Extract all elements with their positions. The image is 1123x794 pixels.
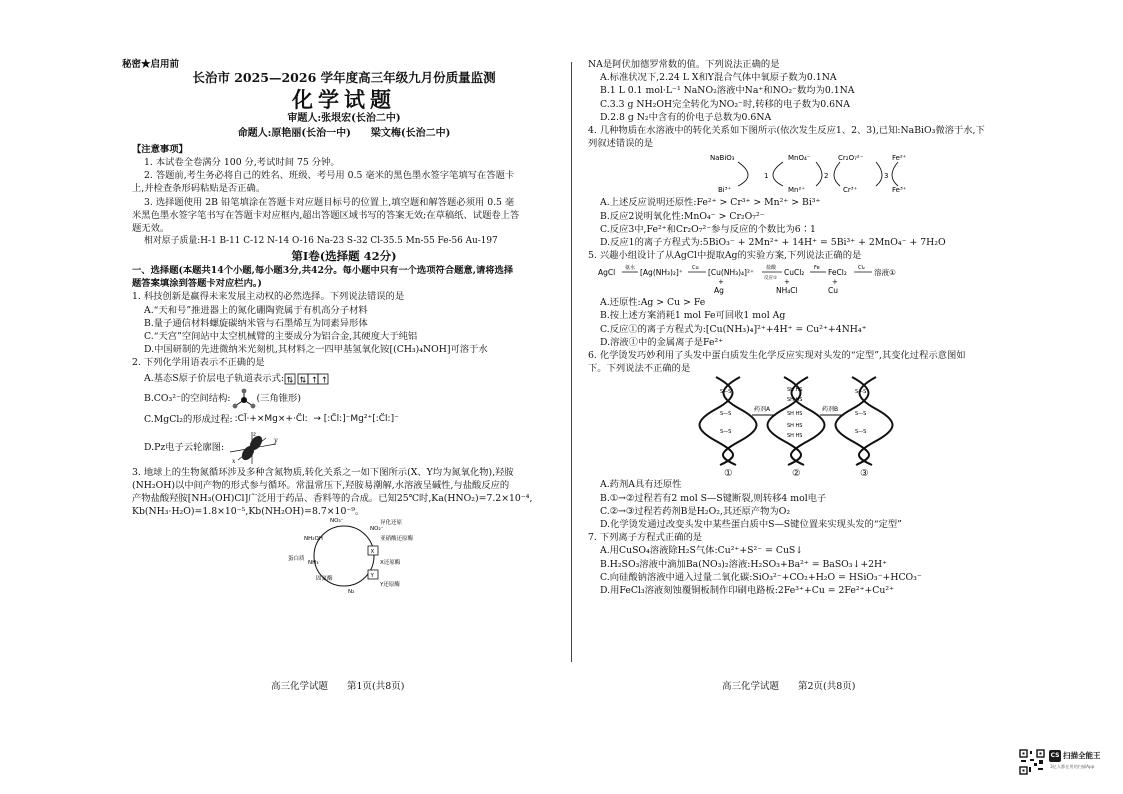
flow-fecl2: FeCl₂ — [828, 268, 847, 278]
q1-stem: 1. 科技创新是赢得未来发展主动权的必然选择。下列说法错误的是 — [132, 291, 405, 303]
notice-line: 2. 答题前,考生务必将自己的姓名、班级、考号用 0.5 毫米的黑色墨水签字笔填写在答题卡 — [144, 170, 515, 182]
q7-option-b: B.H₂SO₃溶液中滴加Ba(NO₃)₂溶液:H₂SO₃+Ba²⁺ = BaSO₃↓+2H⁺ — [600, 558, 888, 570]
q2-option-c-text: C.MgCl₂的形成过程: — [144, 413, 233, 425]
label-mn2: Mn²⁺ — [788, 186, 805, 195]
label-no3: NO₃⁻ — [330, 518, 344, 525]
atomic-mass-line: 相对原子质量:H-1 B-11 C-12 N-14 O-16 Na-23 S-32 Cl-35.5 Mn-55 Fe-56 Au-197 — [144, 236, 498, 247]
label-assim: 异化还原 — [380, 520, 403, 527]
q3-option-a: A.标准状况下,2.24 L X和Y混合气体中氧原子数为0.1NA — [600, 72, 837, 84]
label-x: X — [370, 549, 375, 556]
q6-figure-labels — [588, 467, 1012, 478]
q2-option-a-text: A.基态S原子价层电子轨道表示式: — [144, 372, 285, 384]
q6-stem: 下。下列说法不正确的是 — [588, 363, 691, 375]
label-n2: N₂ — [348, 589, 355, 596]
svg-text:↑: ↑ — [321, 375, 328, 385]
q1-option-a: A.“天和号”推进器上的氮化硼陶瓷属于有机高分子材料 — [144, 304, 368, 316]
redox-cycle-diagram — [588, 150, 1012, 196]
label-step1: 1 — [764, 172, 769, 181]
silver-recovery-flowchart — [588, 262, 1012, 296]
label-x-reductase: X还原酶 — [380, 560, 401, 567]
q3-continued: NA是阿伏加德罗常数的值。下列说法正确的是 — [588, 59, 780, 70]
q7-option-a: A.用CuSO₄溶液除H₂S气体:Cu²⁺+S²⁻ = CuS↓ — [600, 545, 804, 557]
hair-protein-diagram — [588, 375, 1012, 467]
q4-option-b: B.反应2说明氧化性:MnO₄⁻ > Cr₂O₇²⁻ — [600, 210, 765, 222]
svg-text:z: z — [253, 430, 257, 438]
notice-heading: 【注意事项】 — [132, 143, 188, 155]
author-line: 命题人:原艳丽(长治一中) 梁文梅(长治二中) — [237, 127, 451, 139]
column-divider — [571, 62, 572, 662]
label-mno4: MnO₄⁻ — [788, 154, 811, 163]
q2-option-a — [132, 370, 556, 388]
helix-2-icon — [768, 377, 825, 465]
camscanner-logo-icon: CS — [1049, 750, 1061, 762]
svg-text:⇅: ⇅ — [286, 375, 294, 385]
label-nh3: NH₃ — [308, 560, 319, 567]
label-y-reductase: Y还原酶 — [380, 582, 400, 589]
flow-cu-product: Cu — [828, 286, 838, 296]
label-agent-b: 药剂B — [822, 406, 839, 414]
mgcl2-formation-formula: :Cl̈·+×Mg×+·C̈l: → [:C̈l:]⁻Mg²⁺[:C̈l:]⁻ — [234, 414, 399, 425]
q1-option-b: B.量子通信材料螺旋碳纳米管与石墨烯互为同素异形体 — [144, 317, 368, 329]
q6-stem: 6. 化学烫发巧妙利用了头发中蛋白质发生化学反应实现对头发的“定型”,其变化过程示意图如 — [588, 350, 966, 361]
scanner-app-name: 扫描全能王 — [1063, 751, 1101, 760]
svg-text:x: x — [232, 457, 236, 465]
notice-line: 上,并检查条形码粘贴是否正确。 — [132, 183, 266, 195]
q3-line: 3. 地球上的生物氮循环涉及多种含氮物质,转化关系之一如下图所示(X、Y均为氮氧化物),羟胺 — [132, 466, 514, 478]
label-nh2oh: NH₂OH — [304, 536, 323, 543]
helix-1-icon — [700, 377, 757, 465]
q4-option-a: A.上述反应说明还原性:Fe²⁺ > Cr³⁺ > Mn²⁺ > Bi³⁺ — [600, 197, 821, 209]
scanner-watermark — [1019, 748, 1103, 776]
svg-text:+: + — [832, 278, 838, 287]
label-cr3: Cr³⁺ — [843, 186, 858, 195]
footer-page-1: 高三化学试题 第1页(共8页) — [271, 681, 405, 692]
q1-option-c: C.“天宫”空间站中太空机械臂的主要成分为铝合金,其硬度大于纯铝 — [144, 331, 418, 343]
qr-code-icon — [1019, 749, 1045, 775]
svg-text:+: + — [784, 278, 790, 287]
flow-cu: Cu — [692, 265, 699, 272]
notice-line: 3. 选择题使用 2B 铅笔填涂在答题卡对应题目标号的位置上,填空题和解答题必须用 0.5 毫 — [144, 196, 515, 208]
q4-option-d: D.反应1的离子方程式为:5BiO₃⁻ + 2Mn²⁺ + 14H⁺ = 5Bi³⁺ + 2MnO₄⁻ + 7H₂O — [600, 236, 946, 248]
footer-page-2: 高三化学试题 第2页(共8页) — [722, 681, 856, 692]
flow-fe: Fe — [814, 265, 820, 272]
flow-nh4cl: NH₄Cl — [776, 286, 798, 296]
q3-line: Kb(NH₃·H₂O)=1.8×10⁻⁵,Kb(NH₂OH)=8.7×10⁻⁹。 — [132, 506, 365, 518]
q2-option-b — [132, 388, 556, 410]
label-step2: 2 — [824, 172, 829, 181]
nitrogen-cycle-diagram — [132, 518, 556, 598]
label-nitrite-reductase: 亚硝酸还原酶 — [380, 536, 414, 543]
q3-option-b: B.1 L 0.1 mol·L⁻¹ NaNO₂溶液中Na⁺和NO₂⁻数均为0.1NA — [600, 85, 855, 97]
q6-option-d: D.化学烫发通过改变头发中某些蛋白质中S—S键位置来实现头发的“定型” — [600, 518, 902, 530]
label-bi3: Bi³⁺ — [718, 186, 732, 195]
svg-text:S—S: S—S — [855, 429, 867, 436]
svg-text:S—S: S—S — [720, 429, 732, 436]
q6-option-a: A.药剂A具有还原性 — [600, 479, 682, 491]
svg-text:+: + — [718, 278, 724, 287]
svg-text:SH HS: SH HS — [787, 397, 803, 404]
q3-option-d: D.2.8 g N₂中含有的价电子总数为0.6NA — [600, 111, 772, 123]
q1-option-d: D.中国研制的先进微纳米光刻机,其材料之一四甲基氢氧化铵[(CH₃)₄NOH]可溶于水 — [144, 344, 488, 356]
label-no2: NO₂⁻ — [370, 526, 384, 533]
section-title: 第Ⅰ卷(选择题 42分) — [291, 248, 397, 263]
svg-text:⇅: ⇅ — [299, 375, 307, 385]
label-fe3: Fe³⁺ — [892, 186, 907, 195]
q5-option-d: D.溶液①中的金属离子是Fe²⁺ — [600, 336, 724, 348]
q7-option-d: D.用FeCl₃溶液刻蚀覆铜板制作印刷电路板:2Fe³⁺+Cu = 2Fe²⁺+Cu²⁺ — [600, 584, 895, 596]
q2-option-b-note: (三角锥形) — [256, 392, 301, 404]
svg-text:SH HS: SH HS — [787, 411, 803, 418]
svg-text:S—S: S—S — [720, 411, 732, 418]
q2-option-d-text: D.Pz电子云轮廓图: — [144, 441, 225, 453]
notice-line: 1. 本试卷全卷满分 100 分,考试时间 75 分钟。 — [144, 156, 340, 168]
flow-agcl: AgCl — [598, 268, 616, 278]
q5-stem: 5. 兴趣小组设计了从AgCl中提取Ag的实验方案,下列说法正确的是 — [588, 250, 862, 262]
q7-stem: 7. 下列离子方程式正确的是 — [588, 532, 703, 544]
left-page — [122, 58, 556, 658]
svg-text:S—S: S—S — [855, 389, 867, 396]
q2-option-c — [132, 410, 556, 430]
label-agent-a: 药剂A — [754, 406, 771, 414]
svg-text:↑: ↑ — [311, 375, 318, 385]
figure-label-2: ② — [792, 468, 801, 480]
label-step3: 3 — [884, 172, 889, 181]
q4-stem: 4. 几种物质在水溶液中的转化关系如下图所示(依次发生反应1、2、3),已知:NaBiO₃微溶于水,下 — [588, 124, 985, 136]
q2-option-b-text: B.CO₃²⁻的空间结构: — [144, 392, 231, 404]
svg-text:SH HS: SH HS — [787, 423, 803, 430]
notice-line: 题无效。 — [132, 222, 170, 234]
svg-text:SH HS: SH HS — [787, 433, 803, 440]
section-desc: 题答案填涂到答题卡对应栏内。) — [132, 278, 262, 290]
notice-line: 米黑色墨水签字笔书写在答题卡对应框内,超出答题区域书写的答案无效;在草稿纸、试题卷上答 — [132, 209, 520, 221]
reviewer-line: 审题人:张垠宏(长治二中) — [287, 113, 401, 125]
orbital-diagram-icon — [284, 373, 332, 385]
label-nabio3: NaBiO₃ — [710, 154, 735, 163]
q2-option-d — [132, 430, 556, 466]
figure-label-1: ① — [724, 468, 733, 480]
flow-reaction1: 反应① — [764, 276, 778, 282]
svg-text:S—S: S—S — [855, 411, 867, 418]
flow-solution1: 溶液① — [874, 268, 896, 278]
flow-cucl2: CuCl₂ — [784, 268, 805, 278]
label-protein: 蛋白质 — [288, 556, 305, 563]
q6-option-c: C.②→③过程若药剂B是H₂O₂,其还原产物为O₂ — [600, 505, 791, 517]
flow-cu-complex: [Cu(NH₃)₄]²⁺ — [708, 268, 754, 278]
q3-line: (NH₂OH)以中间产物的形式参与循环。常温常压下,羟胺易潮解,水溶液呈碱性,与盐酸反应的 — [132, 479, 510, 491]
q3-option-c: C.3.3 g NH₂OH完全转化为NO₂⁻时,转移的电子数为0.6NA — [600, 98, 850, 110]
flow-ag-complex: [Ag(NH₃)₂]⁺ — [640, 268, 683, 278]
pz-orbital-icon — [224, 430, 280, 466]
q2-stem: 2. 下列化学用语表示不正确的是 — [132, 357, 265, 369]
figure-label-3: ③ — [860, 468, 869, 480]
scanner-tagline: 3亿人都在用的扫描App — [1050, 764, 1095, 769]
flow-ag: Ag — [714, 286, 724, 296]
q6-option-b: B.①→②过程若有2 mol S—S键断裂,则转移4 mol电子 — [600, 492, 827, 504]
q4-option-c: C.反应3中,Fe²⁺和Cr₂O₇²⁻参与反应的个数比为6∶1 — [600, 223, 816, 235]
section-desc: 一、选择题(本题共14个小题,每小题3分,共42分。每小题中只有一个选项符合题意,请将选择 — [132, 265, 514, 277]
confidential-label: 秘密★启用前 — [122, 59, 180, 70]
exam-header: 长治市 2025—2026 学年度高三年级九月份质量监测 — [192, 70, 496, 86]
label-fixase: 固氮酶 — [316, 576, 333, 583]
q4-stem: 列叙述错误的是 — [588, 138, 654, 150]
helix-3-icon — [836, 377, 893, 465]
svg-text:S—S: S—S — [720, 389, 732, 396]
q3-line: 产物盐酸羟胺[NH₃(OH)Cl]广泛用于药品、香料等的合成。已知25℃时,Ka(HNO₂)=7.2×10⁻⁴, — [132, 492, 533, 504]
right-page — [588, 58, 1012, 658]
q5-option-a: A.还原性:Ag > Cu > Fe — [600, 297, 706, 309]
flow-ammonia: 氨水 — [625, 265, 636, 272]
svg-text:SH HS: SH HS — [787, 387, 803, 394]
q5-option-b: B.按上述方案消耗1 mol Fe可回收1 mol Ag — [600, 310, 786, 322]
label-y: Y — [370, 573, 374, 580]
svg-text:y: y — [274, 436, 278, 444]
exam-title: 化学试题 — [292, 87, 396, 113]
label-fe2: Fe²⁺ — [892, 154, 907, 163]
trigonal-structure-icon — [231, 388, 257, 410]
q7-option-c: C.向硅酸钠溶液中通入过量二氧化碳:SiO₃²⁻+CO₂+H₂O = HSiO₃⁻+HCO₃⁻ — [600, 571, 922, 583]
flow-cl2: Cl₂ — [858, 265, 865, 272]
q5-option-c: C.反应①的离子方程式为:[Cu(NH₃)₄]²⁺+4H⁺ = Cu²⁺+4NH₄⁺ — [600, 323, 867, 335]
label-cr2o7: Cr₂O₇²⁻ — [838, 154, 864, 163]
flow-hcl: 盐酸 — [766, 265, 777, 272]
